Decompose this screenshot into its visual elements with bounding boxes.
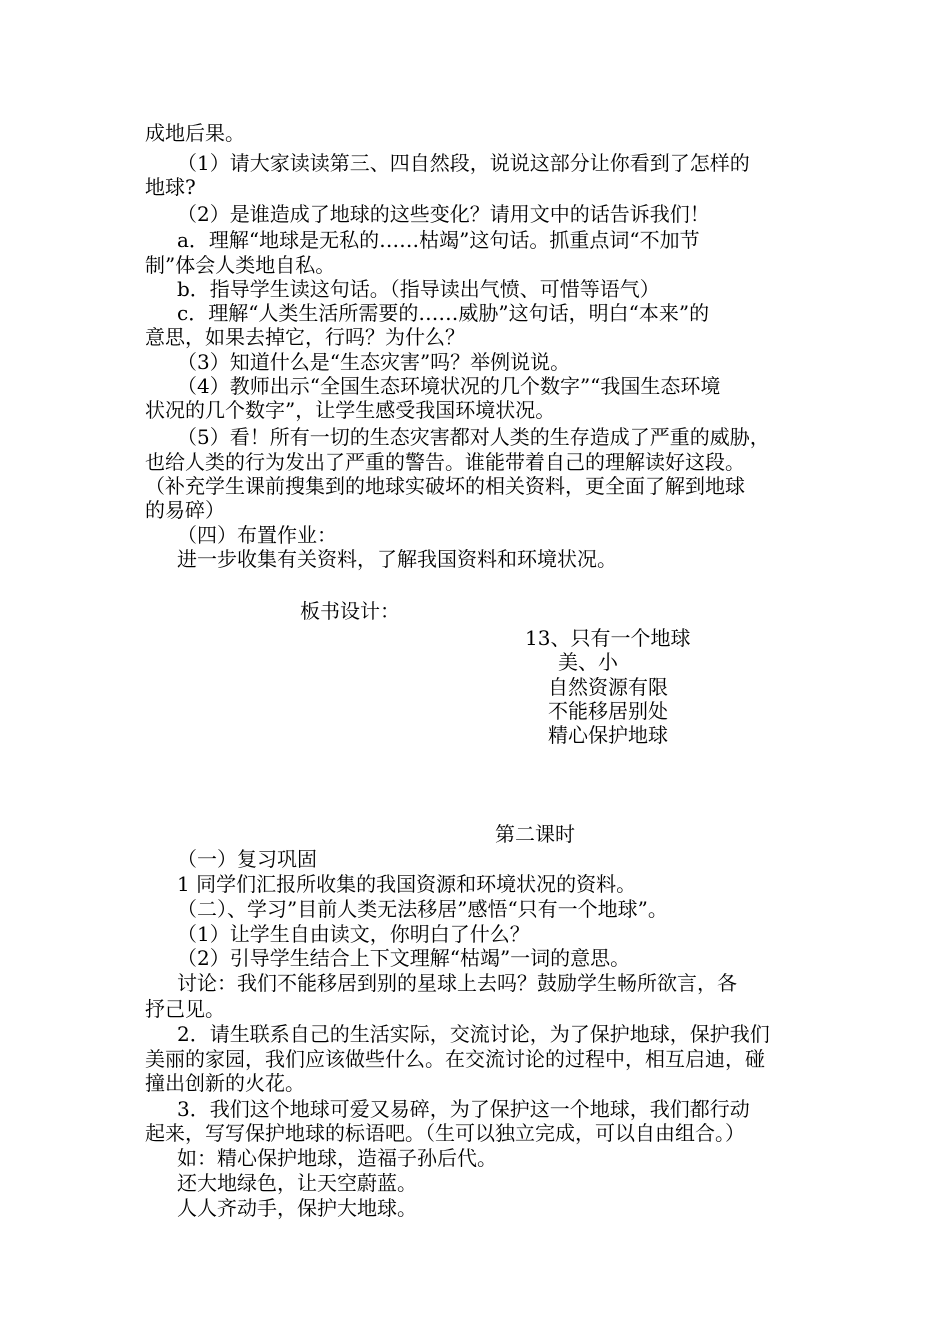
paragraph-line: 状况的几个数字”，让学生感受我国环境状况。 (145, 398, 556, 422)
paragraph-line: （二）、学习”目前人类无法移居”感悟“只有一个地球”。 (177, 897, 668, 921)
section-heading: 第二课时 (495, 822, 575, 846)
paragraph-line: 2．请生联系自己的生活实际，交流讨论，为了保护地球，保护我们 (177, 1022, 770, 1046)
paragraph-line: （四）布置作业： (177, 523, 337, 547)
paragraph-line: a．理解“地球是无私的……枯竭”这句话。抓重点词“不加节 (177, 228, 700, 252)
paragraph-line: （1）让学生自由读文，你明白了什么？ (177, 922, 530, 946)
paragraph-line: （补充学生课前搜集到的地球实破坏的相关资料，更全面了解到地球 (145, 474, 745, 498)
paragraph-line: 1 同学们汇报所收集的我国资源和环境状况的资料。 (177, 872, 637, 896)
board-item: 自然资源有限 (548, 675, 668, 699)
paragraph-line: c．理解“人类生活所需要的……威胁”这句话，明白“本来”的 (177, 301, 710, 325)
paragraph-line: 讨论：我们不能移居到别的星球上去吗？鼓励学生畅所欲言，各 (177, 971, 737, 995)
paragraph-line: 3．我们这个地球可爱又易碎，为了保护这一个地球，我们都行动 (177, 1097, 750, 1121)
paragraph-line: b．指导学生读这句话。（指导读出气愤、可惜等语气） (177, 277, 660, 301)
paragraph-line: 撞出创新的火花。 (145, 1071, 305, 1095)
paragraph-line: （2）引导学生结合上下文理解“枯竭”一词的意思。 (177, 946, 631, 970)
paragraph-line: （1）请大家读读第三、四自然段，说说这部分让你看到了怎样的 (177, 151, 750, 175)
paragraph-line: 进一步收集有关资料，了解我国资料和环境状况。 (177, 547, 617, 571)
paragraph-line: 也给人类的行为发出了严重的警告。谁能带着自己的理解读好这段。 (145, 450, 745, 474)
paragraph-line: （5）看！所有一切的生态灾害都对人类的生存造成了严重的威胁， (177, 425, 770, 449)
paragraph-line: 意思，如果去掉它，行吗？为什么？ (145, 325, 465, 349)
paragraph-line: 成地后果。 (145, 121, 245, 145)
board-title: 13、只有一个地球 (525, 626, 691, 650)
paragraph-line: 人人齐动手，保护大地球。 (177, 1196, 417, 1220)
paragraph-line: 地球? (145, 175, 196, 199)
paragraph-line: 美丽的家园，我们应该做些什么。在交流讨论的过程中，相互启迪，碰 (145, 1047, 765, 1071)
board-design-label: 板书设计： (300, 599, 400, 623)
paragraph-line: （3）知道什么是“生态灾害”吗？举例说说。 (177, 350, 571, 374)
paragraph-line: 抒己见。 (145, 997, 225, 1021)
paragraph-line: （一）复习巩固 (177, 847, 317, 871)
paragraph-line: 起来，写写保护地球的标语吧。（生可以独立完成，可以自由组合。） (145, 1121, 745, 1145)
paragraph-line: 的易碎） (145, 498, 225, 522)
board-item: 精心保护地球 (548, 723, 668, 747)
paragraph-line: （2）是谁造成了地球的这些变化？请用文中的话告诉我们！ (177, 202, 710, 226)
board-item: 不能移居别处 (548, 699, 668, 723)
paragraph-line: 制”体会人类地自私。 (145, 253, 336, 277)
paragraph-line: （4）教师出示“全国生态环境状况的几个数字”“我国生态环境 (177, 374, 721, 398)
paragraph-line: 如：精心保护地球，造福子孙后代。 (177, 1146, 497, 1170)
board-item: 美、小 (558, 650, 618, 674)
paragraph-line: 还大地绿色，让天空蔚蓝。 (177, 1171, 417, 1195)
